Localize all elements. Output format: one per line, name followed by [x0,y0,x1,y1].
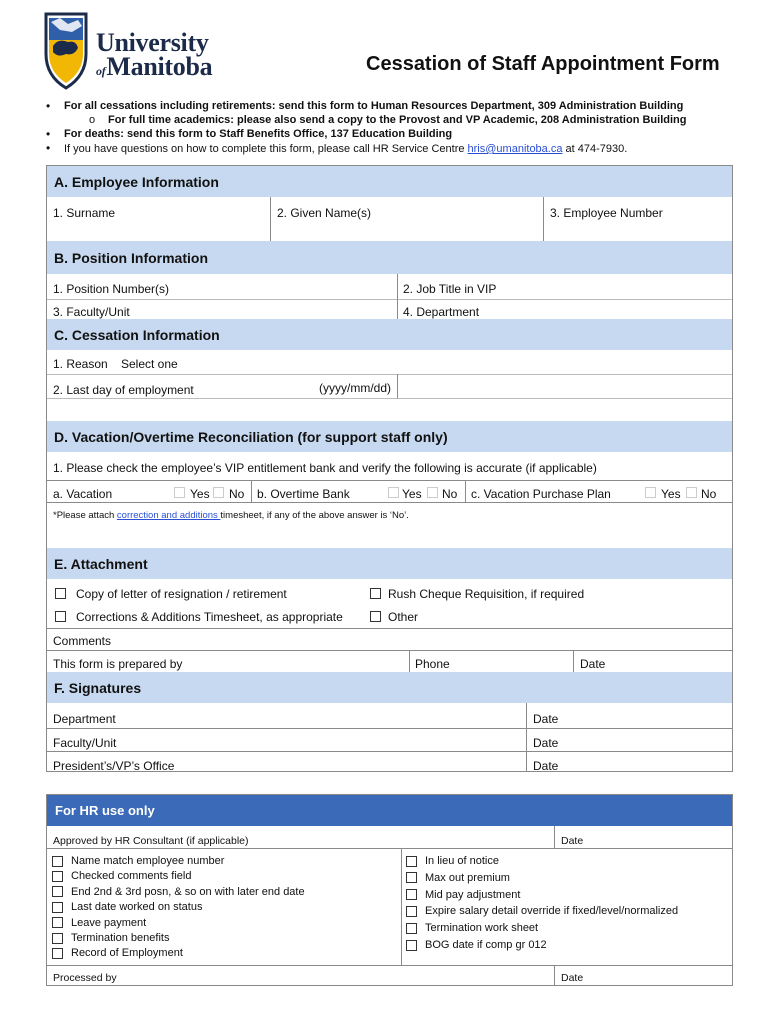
hr-right-checkbox[interactable] [406,889,417,900]
position-number-label[interactable]: 1. Position Number(s) [53,282,170,296]
form-title: Cessation of Staff Appointment Form [366,53,720,75]
divider [554,826,555,848]
processed-by-label[interactable]: Processed by [53,972,117,984]
department-signature-date[interactable]: Date [533,712,559,726]
prepared-by-label[interactable]: This form is prepared by [53,657,183,671]
phone-label[interactable]: Phone [415,657,450,671]
logo-manitoba-text [96,52,212,82]
hr-right-item [406,889,520,901]
logo-manitoba-word: Manitoba [106,52,213,81]
divider [47,751,732,752]
hr-left-item [52,947,183,959]
divider [47,299,732,300]
instruction-1: For all cessations including retirements: send this form to Human Resources Department, 309 Administration Building [64,100,684,112]
resignation-letter-label: Copy of letter of resignation / retirement [76,587,287,601]
instruction-3: If you have questions on how to complete this form, please call HR Service Centre hris@umanitoba.ca at 474-7930. [64,143,628,155]
hr-right-checkbox[interactable] [406,872,417,883]
hr-left-checkbox[interactable] [52,933,63,944]
purchase-plan-label: c. Vacation Purchase Plan [471,487,611,501]
divider [401,848,402,965]
department-signature-label[interactable]: Department [53,712,116,726]
overtime-yes-checkbox[interactable] [388,487,399,498]
hr-right-checkbox[interactable] [406,923,417,934]
vacation-yes-checkbox[interactable] [174,487,185,498]
given-name-field[interactable] [276,220,538,238]
surname-label: 1. Surname [53,206,116,220]
vip-check-instruction: 1. Please check the employee’s VIP entitlement bank and verify the following is accurate (if applicable) [53,461,597,475]
hr-use-header: For HR use only [47,795,732,826]
divider [47,628,732,629]
instruction-2: For deaths: send this form to Staff Benefits Office, 137 Education Building [64,128,453,140]
faculty-unit-label[interactable]: 3. Faculty/Unit [53,305,130,319]
section-d-header: D. Vacation/Overtime Reconciliation (for support staff only) [47,421,732,452]
section-a-header: A. Employee Information [47,166,732,197]
employee-number-label: 3. Employee Number [550,206,663,220]
divider [47,650,732,651]
processed-date-label[interactable]: Date [561,972,584,984]
attach-note: *Please attach correction and additions timesheet, if any of the above answer is ‘No’. [53,510,409,521]
hr-left-label: Last date worked on status [71,901,203,914]
hr-right-label: In lieu of notice [425,855,499,868]
vacation-no-checkbox[interactable] [213,487,224,498]
instruction-1-sub-marker: o [89,114,96,126]
hr-left-checkbox[interactable] [52,948,63,959]
divider [397,274,398,319]
overtime-no-checkbox[interactable] [427,487,438,498]
divider [47,502,732,503]
approved-by-label[interactable]: Approved by HR Consultant (if applicable) [53,835,249,847]
hr-right-label: Termination work sheet [425,922,539,935]
resignation-letter-checkbox[interactable] [55,588,66,599]
divider [465,480,466,502]
hr-right-checkbox[interactable] [406,940,417,951]
divider [47,965,732,966]
hr-left-checkbox[interactable] [52,886,63,897]
purchase-yes-label: Yes [661,487,681,501]
hr-left-label: Name match employee number [71,855,225,868]
hr-right-label: Max out premium [425,871,510,884]
divider [554,965,555,985]
approved-date-label[interactable]: Date [561,835,584,847]
hr-right-label: BOG date if comp gr 012 [425,939,547,952]
department-label[interactable]: 4. Department [403,305,480,319]
hr-left-checkbox[interactable] [52,856,63,867]
corrections-timesheet-label: Corrections & Additions Timesheet, as appropriate [76,610,343,624]
bullet: • [46,127,51,141]
hr-right-checkbox[interactable] [406,856,417,867]
hr-left-item [52,886,305,898]
purchase-no-label: No [701,487,717,501]
bullet: • [46,99,51,113]
divider [409,650,410,672]
hr-left-item [52,932,169,944]
hr-right-item [406,872,510,884]
vacation-label: a. Vacation [53,487,113,501]
overtime-no-label: No [442,487,458,501]
hr-left-checkbox[interactable] [52,871,63,882]
other-label: Other [388,610,419,624]
hr-right-item [406,939,547,951]
reason-select[interactable]: Select one [121,357,178,371]
hr-left-item [52,901,202,913]
other-checkbox[interactable] [370,611,381,622]
purchase-yes-checkbox[interactable] [645,487,656,498]
surname-field[interactable] [52,220,264,238]
comments-label[interactable]: Comments [53,634,112,648]
prepared-date-label[interactable]: Date [580,657,606,671]
instruction-1-sub: For full time academics: please also send a copy to the Provost and VP Academic, 208 Administration Building [108,114,687,126]
bullet: • [46,141,51,155]
divider [47,728,732,729]
divider [47,848,732,849]
rush-cheque-checkbox[interactable] [370,588,381,599]
hr-right-label: Mid pay adjustment [425,888,521,901]
overtime-label: b. Overtime Bank [257,487,350,501]
last-day-label: 2. Last day of employment [53,383,194,397]
divider [543,197,544,241]
hr-left-item [52,917,146,929]
hr-right-checkbox[interactable] [406,906,417,917]
purchase-no-checkbox[interactable] [686,487,697,498]
divider [47,398,732,399]
hr-left-label: Record of Employment [71,947,183,960]
section-e-header: E. Attachment [47,548,732,579]
employee-number-field[interactable] [549,220,727,238]
divider [270,197,271,241]
hr-left-item [52,855,224,867]
president-signature-date[interactable]: Date [533,759,559,773]
hr-left-checkbox[interactable] [52,902,63,913]
hr-right-item [406,855,499,867]
hr-left-checkbox[interactable] [52,917,63,928]
divider [573,650,574,672]
date-format-hint: (yyyy/mm/dd) [319,381,391,395]
reason-label: 1. Reason [53,357,108,371]
faculty-signature-label[interactable]: Faculty/Unit [53,736,117,750]
hr-left-label: Termination benefits [71,932,170,945]
vacation-yes-label: Yes [190,487,210,501]
logo-university-text: University [96,28,209,57]
job-title-label[interactable]: 2. Job Title in VIP [403,282,497,296]
hr-left-label: End 2nd & 3rd posn, & so on with later end date [71,885,305,898]
hr-right-item [406,905,678,917]
hr-right-item [406,922,538,934]
hr-email-link[interactable]: hris@umanitoba.ca [467,143,563,155]
vacation-no-label: No [229,487,245,501]
overtime-yes-label: Yes [402,487,422,501]
faculty-signature-date[interactable]: Date [533,736,559,750]
divider [47,374,732,375]
section-b-header: B. Position Information [47,241,732,274]
hr-left-label: Checked comments field [71,870,192,883]
divider [526,703,527,772]
logo-of-text: of [96,64,106,78]
last-day-field[interactable] [402,377,727,395]
given-name-label: 2. Given Name(s) [277,206,372,220]
section-c-header: C. Cessation Information [47,319,732,350]
university-crest-logo [38,10,94,90]
corrections-timesheet-checkbox[interactable] [55,611,66,622]
corrections-link[interactable]: correction and additions [116,510,221,521]
divider [397,374,398,398]
divider [47,480,732,481]
president-signature-label[interactable]: President’s/VP’s Office [53,759,175,773]
divider [251,480,252,502]
section-f-header: F. Signatures [47,672,732,703]
hr-left-label: Leave payment [71,916,147,929]
hr-left-item [52,870,191,882]
hr-right-label: Expire salary detail override if fixed/level/normalized [425,905,679,918]
rush-cheque-label: Rush Cheque Requisition, if required [388,587,585,601]
